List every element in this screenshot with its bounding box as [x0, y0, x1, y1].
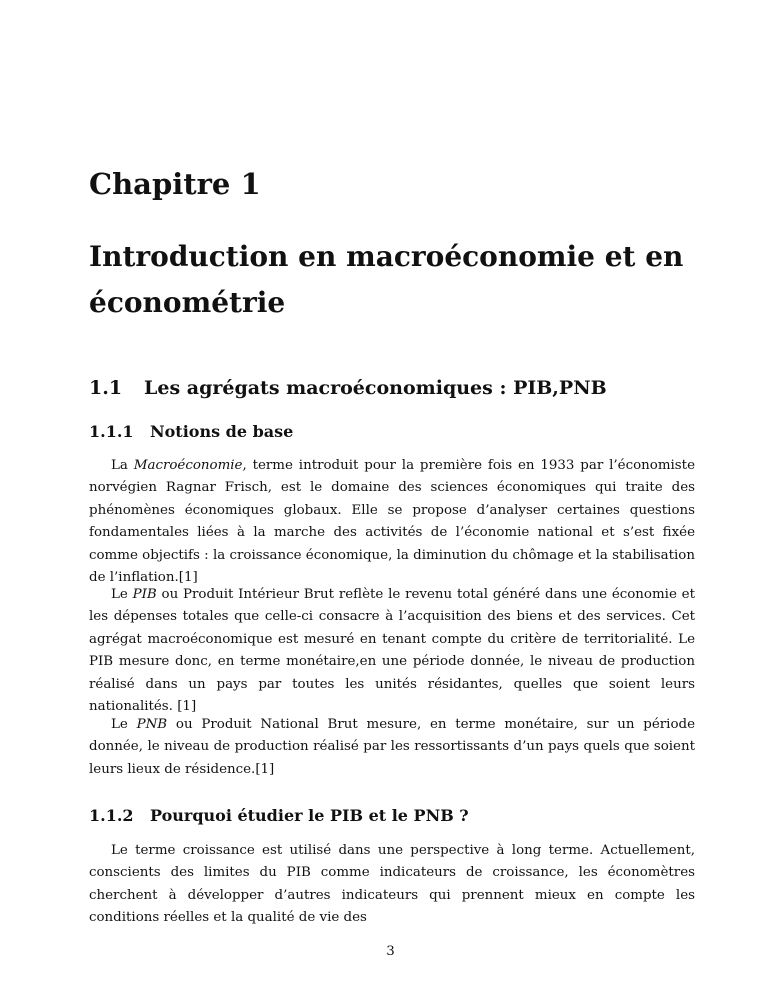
paragraph-pib — [89, 584, 695, 718]
chapter-title: Introduction en macroéconomie et en économétrie — [89, 240, 684, 319]
emphasized-term: Macroéconomie — [133, 458, 243, 473]
emphasized-term: PIB — [132, 587, 157, 602]
page-number: 3 — [386, 944, 395, 959]
section-heading — [89, 375, 607, 401]
section-title: Les agrégats macroéconomiques : PIB,PNB — [144, 377, 607, 399]
paragraph-text: ou Produit Intérieur Brut reflète le revenu total généré dans une économie et les dépenses totales que celle-ci consacre à l’acquisition des biens et des services. Cet agrégat macroéconomique est mesuré en tenant compte du critère de territorialité. Le PIB mesure donc, en terme monétaire,en une période donnée, le niveau de production réalisé dans un pays par toutes les unités résidantes, quelles que soient leurs nationalités. [1] — [89, 587, 695, 715]
paragraph-lead: Le — [111, 717, 137, 732]
paragraph-text: ou Produit National Brut mesure, en terme monétaire, sur un période donnée, le niveau de production réalisé par les ressortissants d’un pays quels que soient leurs lieux de résidence.[1] — [89, 717, 696, 777]
paragraph-macroeconomie — [89, 455, 695, 589]
section-number: 1.1 — [89, 377, 123, 399]
paragraph-lead: Le — [111, 587, 133, 602]
chapter-label: Chapitre 1 — [89, 167, 261, 201]
subsection-number: 1.1.2 — [89, 806, 134, 825]
paragraph-lead: La — [111, 458, 134, 473]
subsection-heading-pourquoi — [89, 805, 469, 827]
paragraph-text: , terme introduit pour la première fois en 1933 par l’économiste norvégien Ragnar Frisch, est le domaine des sciences économiques qui traite des phénomènes économiques globaux. Elle se propose d’analyser certaines questions fondamentales liées à la marche des activités de l’économie national et s’est fixée comme objectifs : la croissance économique, la diminution du chômage et la stabilisation de l’inflation.[1] — [89, 458, 695, 586]
subsection-title: Pourquoi étudier le PIB et le PNB ? — [150, 806, 469, 825]
subsection-heading-notions — [89, 421, 293, 443]
subsection-number: 1.1.1 — [89, 422, 134, 441]
paragraph-croissance: Le terme croissance est utilisé dans une perspective à long terme. Actuellement, conscients des limites du PIB comme indicateurs de croissance, les économètres cherchent à développer d’autres indicateurs qui prennent mieux en compte les conditions réelles et la qualité de vie des — [89, 843, 695, 926]
subsection-title: Notions de base — [150, 422, 294, 441]
paragraph-pnb — [89, 714, 695, 781]
emphasized-term: PNB — [136, 717, 168, 732]
